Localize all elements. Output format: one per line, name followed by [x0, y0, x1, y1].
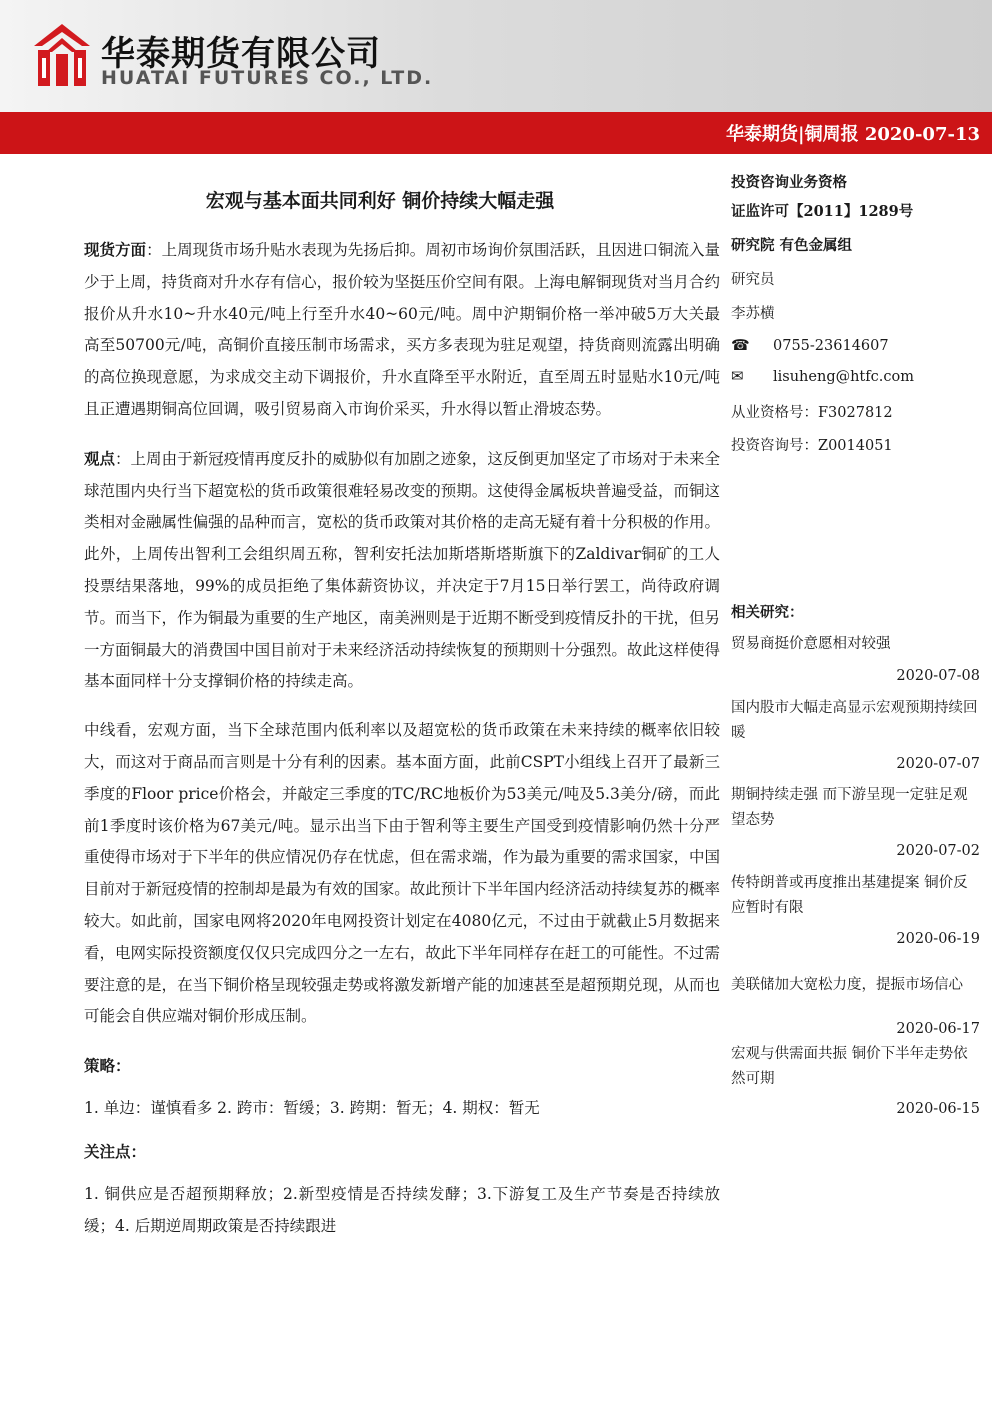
spot-label: 现货方面: [84, 240, 147, 259]
report-tag: 华泰期货|铜周报 2020-07-13: [726, 124, 980, 145]
related-item-date: 2020-07-02: [896, 843, 980, 859]
phone-line: [731, 336, 889, 354]
cert-number: 从业资格号：F3027812: [731, 405, 893, 421]
consult-number: 投资咨询号：Z0014051: [731, 438, 893, 454]
related-item-title[interactable]: 传特朗普或再度推出基建提案 铜价反应暂时有限: [731, 875, 968, 916]
related-item-title[interactable]: 宏观与供需面共振 铜价下半年走势依然可期: [731, 1046, 968, 1087]
header-banner: [0, 0, 992, 112]
related-item-date: 2020-06-17: [896, 1021, 980, 1037]
strategy-heading: 策略：: [84, 1056, 131, 1076]
license: 证监许可【2011】1289号: [731, 203, 914, 220]
strategy-text: 1. 单边：谨慎看多 2. 跨市：暂缓；3. 跨期：暂无；4. 期权：暂无: [84, 1099, 540, 1118]
huatai-logo-icon: [34, 24, 90, 86]
spot-text: ：上周现货市场升贴水表现为先扬后抑。周初市场询价氛围活跃，且因进口铜流入量少于上周，持货商对升水存有信心，报价较为坚挺压价空间有限。上海电解铜现货对当月合约报价从升水10~升水40元/吨上行至升水40~60元/吨。周中沪期铜价格一举冲破5万大关最高至50700元/吨，高铜价直接压制市场需求，买方多表现为驻足观望，持货商则流露出明确的高位换现意愿，为求成交主动下调报价，升水直降至平水附近，直至周五时显贴水10元/吨且正遭遇期铜高位回调，吸引贸易商入市询价采买，升水得以暂止滑坡态势。: [84, 241, 720, 418]
phone-number: 0755-23614607: [773, 338, 889, 354]
company-name-cn: 华泰期货有限公司: [101, 34, 381, 74]
main-content: [84, 234, 720, 1243]
related-item-date: 2020-06-19: [896, 931, 980, 947]
related-item-date: 2020-07-07: [896, 756, 980, 772]
related-heading: 相关研究：: [731, 604, 804, 621]
analyst-name: 李苏横: [731, 306, 775, 322]
related-item-title[interactable]: 美联储加大宽松力度，提振市场信心: [731, 977, 963, 993]
email-address[interactable]: lisuheng@htfc.com: [773, 369, 914, 385]
view-text: ：上周由于新冠疫情再度反扑的威胁似有加剧之迹象，这反倒更加坚定了市场对于未来全球范围内央行当下超宽松的货币政策很难轻易改变的预期。这使得金属板块普遍受益，而铜这类相对金融属性偏强的品种而言，宽松的货币政策对其价格的走高无疑有着十分积极的作用。此外，上周传出智利工会组织周五称，智利安托法加斯塔斯塔斯旗下的Zaldivar铜矿的工人投票结果落地，99%的成员拒绝了集体薪资协议，并决定于7月15日举行罢工，尚待政府调节。而当下，作为铜最为重要的生产地区，南美洲则是于近期不断受到疫情反扑的干扰，但另一方面铜最大的消费国中国目前对于未来经济活动持续恢复的预期则十分强烈。故此这样使得基本面同样十分支撑铜价格的持续走高。: [84, 449, 720, 691]
email-line: [731, 367, 914, 385]
midterm-paragraph: 中线看，宏观方面，当下全球范围内低利率以及超宽松的货币政策在未来持续的概率依旧较大，而这对于商品而言则是十分有利的因素。基本面方面，此前CSPT小组线上召开了最新三季度的Floor price价格会，并敲定三季度的TC/RC地板价为53美元/吨及5.3美分/磅，而此前1季度时该价格为67美元/吨。显示出当下由于智利等主要生产国受到疫情影响仍然十分严重使得市场对于下半年的供应情况仍存在忧虑，但在需求端，作为最为重要的需求国家，中国目前对于新冠疫情的控制却是最为有效的国家。故此预计下半年国内经济活动持续复苏的概率较大。如此前，国家电网将2020年电网投资计划定在4080亿元，不过由于就截止5月数据来看，电网实际投资额度仅仅只完成四分之一左右，故此下半年同样存在赶工的可能性。不过需要注意的是，在当下铜价格呈现较强走势或将激发新增产能的加速甚至是超预期兑现，从而也可能会自供应端对铜价形成压制。: [84, 721, 720, 1026]
related-item-date: 2020-06-15: [896, 1101, 980, 1117]
phone-icon: ☎: [731, 336, 750, 354]
institute: 研究院 有色金属组: [731, 237, 853, 254]
qualification: 投资咨询业务资格: [731, 174, 847, 191]
spot-paragraph: [84, 234, 720, 426]
related-item-title[interactable]: 期铜持续走强 而下游呈现一定驻足观望态势: [731, 787, 968, 828]
role: 研究员: [731, 272, 775, 288]
report-title: 宏观与基本面共同利好 铜价持续大幅走强: [205, 190, 555, 212]
focus-heading: 关注点：: [84, 1142, 147, 1162]
related-item-date: 2020-07-08: [896, 668, 980, 684]
mail-icon: ✉: [731, 367, 744, 385]
related-item-title[interactable]: 国内股市大幅走高显示宏观预期持续回暖: [731, 700, 978, 741]
company-name-en: HUATAI FUTURES CO., LTD.: [101, 67, 434, 89]
focus-text: 1. 铜供应是否超预期释放；2.新型疫情是否持续发酵；3.下游复工及生产节奏是否持续放缓；4. 后期逆周期政策是否持续跟进: [84, 1185, 720, 1235]
view-label: 观点: [84, 448, 116, 468]
related-item-title[interactable]: 贸易商挺价意愿相对较强: [731, 636, 891, 652]
view-paragraph: [84, 443, 720, 698]
